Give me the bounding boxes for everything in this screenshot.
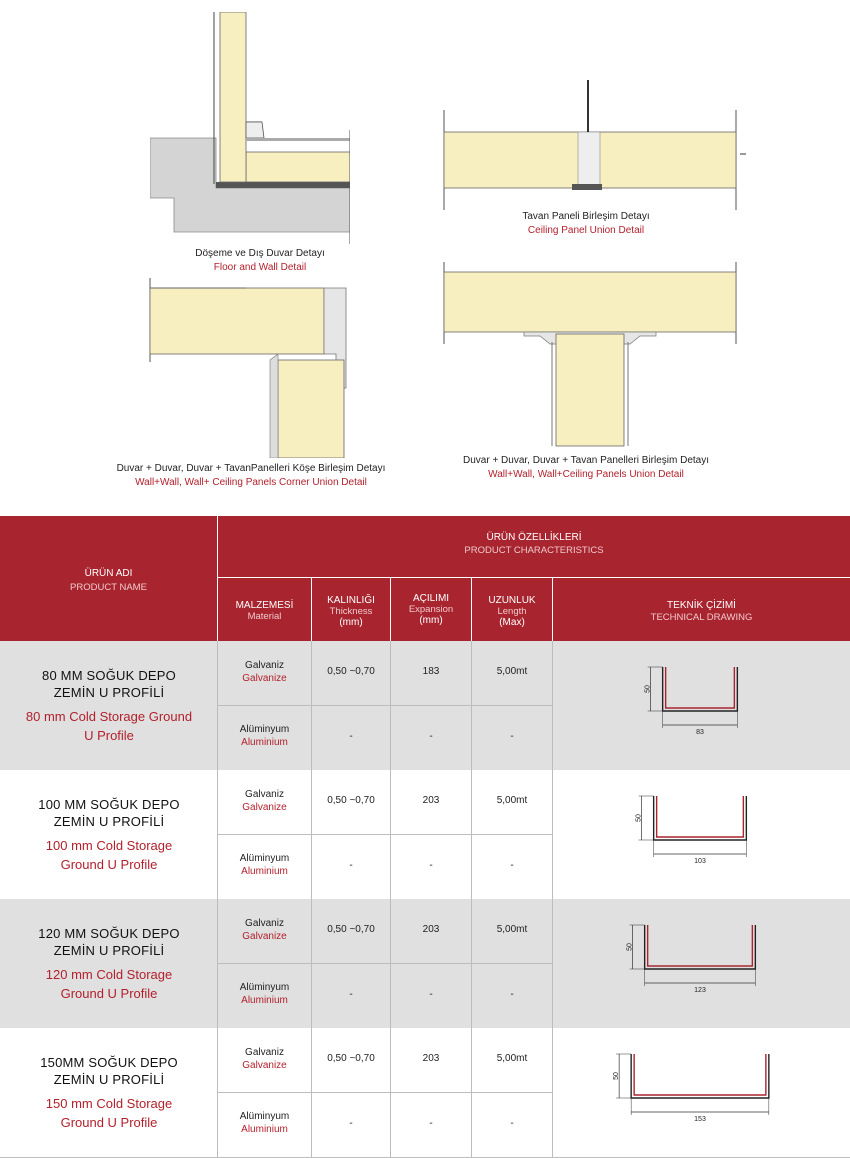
t-union-caption-tr: Duvar + Duvar, Duvar + Tavan Panelleri Birleşim Detayı (462, 455, 710, 466)
thickness-galvanize-cell: 0,50 ~0,70 (327, 666, 375, 677)
product-name-cell (0, 925, 218, 1003)
expansion-aluminium-cell: - (429, 860, 433, 871)
u-profile-inner-line (657, 796, 744, 837)
header-length-unit: (Max) (499, 617, 525, 628)
header-characteristics-tr: ÜRÜN ÖZELLİKLERİ (486, 532, 582, 543)
u-profile-drawing (600, 913, 800, 1017)
thickness-aluminium-cell: - (349, 860, 353, 871)
expansion-aluminium-cell: - (429, 731, 433, 742)
material-aluminium-en: Aluminium (241, 995, 288, 1006)
u-profile-outer-line (663, 667, 738, 711)
floor-wall-caption-tr: Döşeme ve Dış Duvar Detayı (195, 248, 325, 259)
t-union-caption-en: Wall+Wall, Wall+Ceiling Panels Union Detail (488, 469, 684, 480)
material-galvanize-cell (218, 917, 311, 943)
header-length-en: Length (497, 606, 527, 617)
material-galvanize-tr: Galvaniz (245, 918, 284, 929)
header-thickness-unit: (mm) (339, 617, 363, 628)
product-name-cell (0, 667, 218, 745)
material-aluminium-en: Aluminium (241, 737, 288, 748)
header-thickness-tr: KALINLIĞI (327, 595, 375, 606)
width-dimension-label: 123 (694, 987, 706, 994)
ceiling-union-caption-tr: Tavan Paneli Birleşim Detayı (522, 211, 650, 222)
length-aluminium-cell: - (510, 731, 514, 742)
header-length (472, 578, 552, 641)
material-galvanize-tr: Galvaniz (245, 1047, 284, 1058)
material-galvanize-tr: Galvaniz (245, 660, 284, 671)
u-profile-outer-line (654, 796, 747, 840)
material-aluminium-cell (218, 852, 311, 878)
t-union-svg (440, 262, 740, 448)
ceiling-union-caption-en: Ceiling Panel Union Detail (527, 225, 645, 236)
material-aluminium-cell (218, 723, 311, 749)
length-aluminium-cell: - (510, 860, 514, 871)
material-aluminium-en: Aluminium (241, 866, 288, 877)
length-aluminium-cell: - (510, 1118, 514, 1129)
material-galvanize-cell (218, 1046, 311, 1072)
length-galvanize-cell: 5,00mt (496, 924, 528, 935)
u-profile-outer-line (645, 925, 756, 969)
width-dimension-label: 153 (694, 1116, 706, 1123)
header-characteristics-en: PRODUCT CHARACTERISTICS (464, 545, 604, 556)
expansion-aluminium-cell: - (429, 989, 433, 1000)
header-characteristics (218, 516, 850, 577)
thickness-galvanize-cell: 0,50 ~0,70 (327, 795, 375, 806)
row-divider (218, 834, 553, 835)
u-profile-svg-1 (600, 784, 800, 888)
corner-union-detail-drawing (146, 278, 356, 458)
u-profile-inner-line (648, 925, 753, 966)
corner-union-caption (96, 462, 406, 490)
thickness-aluminium-cell: - (349, 1118, 353, 1129)
material-galvanize-tr: Galvaniz (245, 789, 284, 800)
height-dimension-label: 50 (635, 814, 643, 822)
u-profile-svg-0 (600, 655, 800, 759)
u-profile-drawing (600, 655, 800, 759)
thickness-galvanize-cell: 0,50 ~0,70 (327, 924, 375, 935)
floor-wall-caption (130, 247, 390, 275)
header-material (218, 578, 311, 641)
header-thickness-en: Thickness (329, 606, 373, 617)
width-dimension-label: 103 (694, 858, 706, 865)
ceiling-union-svg (440, 80, 750, 210)
floor-wall-caption-en: Floor and Wall Detail (213, 262, 307, 273)
header-expansion-en: Expansion (408, 604, 454, 615)
corner-union-caption-en: Wall+Wall, Wall+ Ceiling Panels Corner Union Detail (135, 477, 367, 488)
u-profile-outer-line (631, 1054, 769, 1098)
product-name-en: 150 mm Cold Storage Ground U Profile (45, 1096, 173, 1130)
floor-wall-svg (150, 12, 350, 244)
material-aluminium-cell (218, 1110, 311, 1136)
product-name-en: 120 mm Cold Storage Ground U Profile (45, 967, 173, 1001)
corner-union-svg (146, 278, 356, 458)
expansion-aluminium-cell: - (429, 1118, 433, 1129)
header-product-name-tr: ÜRÜN ADI (84, 568, 133, 579)
row-divider (218, 963, 553, 964)
length-galvanize-cell: 5,00mt (496, 1053, 528, 1064)
row-divider (218, 705, 553, 706)
header-material-en: Material (247, 611, 282, 622)
width-dimension-label: 83 (696, 729, 704, 736)
header-product-name (0, 516, 217, 641)
length-aluminium-cell: - (510, 989, 514, 1000)
thickness-aluminium-cell: - (349, 989, 353, 1000)
header-expansion (391, 578, 471, 641)
row-divider (218, 1092, 553, 1093)
t-union-caption (436, 454, 736, 482)
corner-union-caption-tr: Duvar + Duvar, Duvar + TavanPanelleri Köşe Birleşim Detayı (116, 463, 386, 474)
u-profile-inner-line (634, 1054, 766, 1095)
material-aluminium-tr: Alüminyum (239, 724, 290, 735)
u-profile-inner-line (666, 667, 735, 708)
header-technical-drawing (553, 578, 850, 641)
material-aluminium-cell (218, 981, 311, 1007)
height-dimension-label: 50 (613, 1072, 621, 1080)
material-aluminium-en: Aluminium (241, 1124, 288, 1135)
expansion-galvanize-cell: 183 (422, 666, 440, 677)
material-galvanize-en: Galvanize (242, 931, 287, 942)
u-profile-drawing (600, 784, 800, 888)
product-name-tr: 80 MM SOĞUK DEPO ZEMİN U PROFİLİ (42, 668, 176, 700)
length-galvanize-cell: 5,00mt (496, 666, 528, 677)
product-name-cell (0, 1054, 218, 1132)
material-galvanize-en: Galvanize (242, 802, 287, 813)
header-expansion-tr: AÇILIMI (412, 593, 450, 604)
product-table (0, 516, 850, 1158)
material-aluminium-tr: Alüminyum (239, 853, 290, 864)
u-profile-drawing (600, 1042, 800, 1146)
header-length-tr: UZUNLUK (488, 595, 536, 606)
product-name-en: 100 mm Cold Storage Ground U Profile (45, 838, 173, 872)
height-dimension-label: 50 (644, 685, 652, 693)
product-name-cell (0, 796, 218, 874)
floor-wall-detail-drawing (150, 12, 350, 244)
material-aluminium-tr: Alüminyum (239, 982, 290, 993)
header-product-name-en: PRODUCT NAME (70, 582, 147, 593)
material-galvanize-cell (218, 659, 311, 685)
product-name-en: 80 mm Cold Storage Ground U Profile (25, 709, 193, 743)
expansion-galvanize-cell: 203 (422, 795, 440, 806)
header-technical-drawing-en: TECHNICAL DRAWING (650, 612, 753, 623)
material-galvanize-cell (218, 788, 311, 814)
height-dimension-label: 50 (626, 943, 634, 951)
u-profile-svg-3 (600, 1042, 800, 1146)
product-name-tr: 150MM SOĞUK DEPO ZEMİN U PROFİLİ (40, 1055, 178, 1087)
ceiling-union-caption (456, 210, 716, 238)
material-galvanize-en: Galvanize (242, 673, 287, 684)
material-galvanize-en: Galvanize (242, 1060, 287, 1071)
u-profile-svg-2 (600, 913, 800, 1017)
product-name-tr: 100 MM SOĞUK DEPO ZEMİN U PROFİLİ (38, 797, 180, 829)
product-name-tr: 120 MM SOĞUK DEPO ZEMİN U PROFİLİ (38, 926, 180, 958)
header-technical-drawing-tr: TEKNİK ÇİZİMİ (667, 600, 736, 611)
length-galvanize-cell: 5,00mt (496, 795, 528, 806)
thickness-galvanize-cell: 0,50 ~0,70 (327, 1053, 375, 1064)
thickness-aluminium-cell: - (349, 731, 353, 742)
header-expansion-unit: (mm) (419, 615, 443, 626)
material-aluminium-tr: Alüminyum (239, 1111, 290, 1122)
header-material-tr: MALZEMESİ (235, 600, 294, 611)
header-thickness (312, 578, 390, 641)
expansion-galvanize-cell: 203 (422, 1053, 440, 1064)
ceiling-union-detail-drawing (440, 80, 750, 210)
expansion-galvanize-cell: 203 (422, 924, 440, 935)
t-union-detail-drawing (440, 262, 740, 448)
